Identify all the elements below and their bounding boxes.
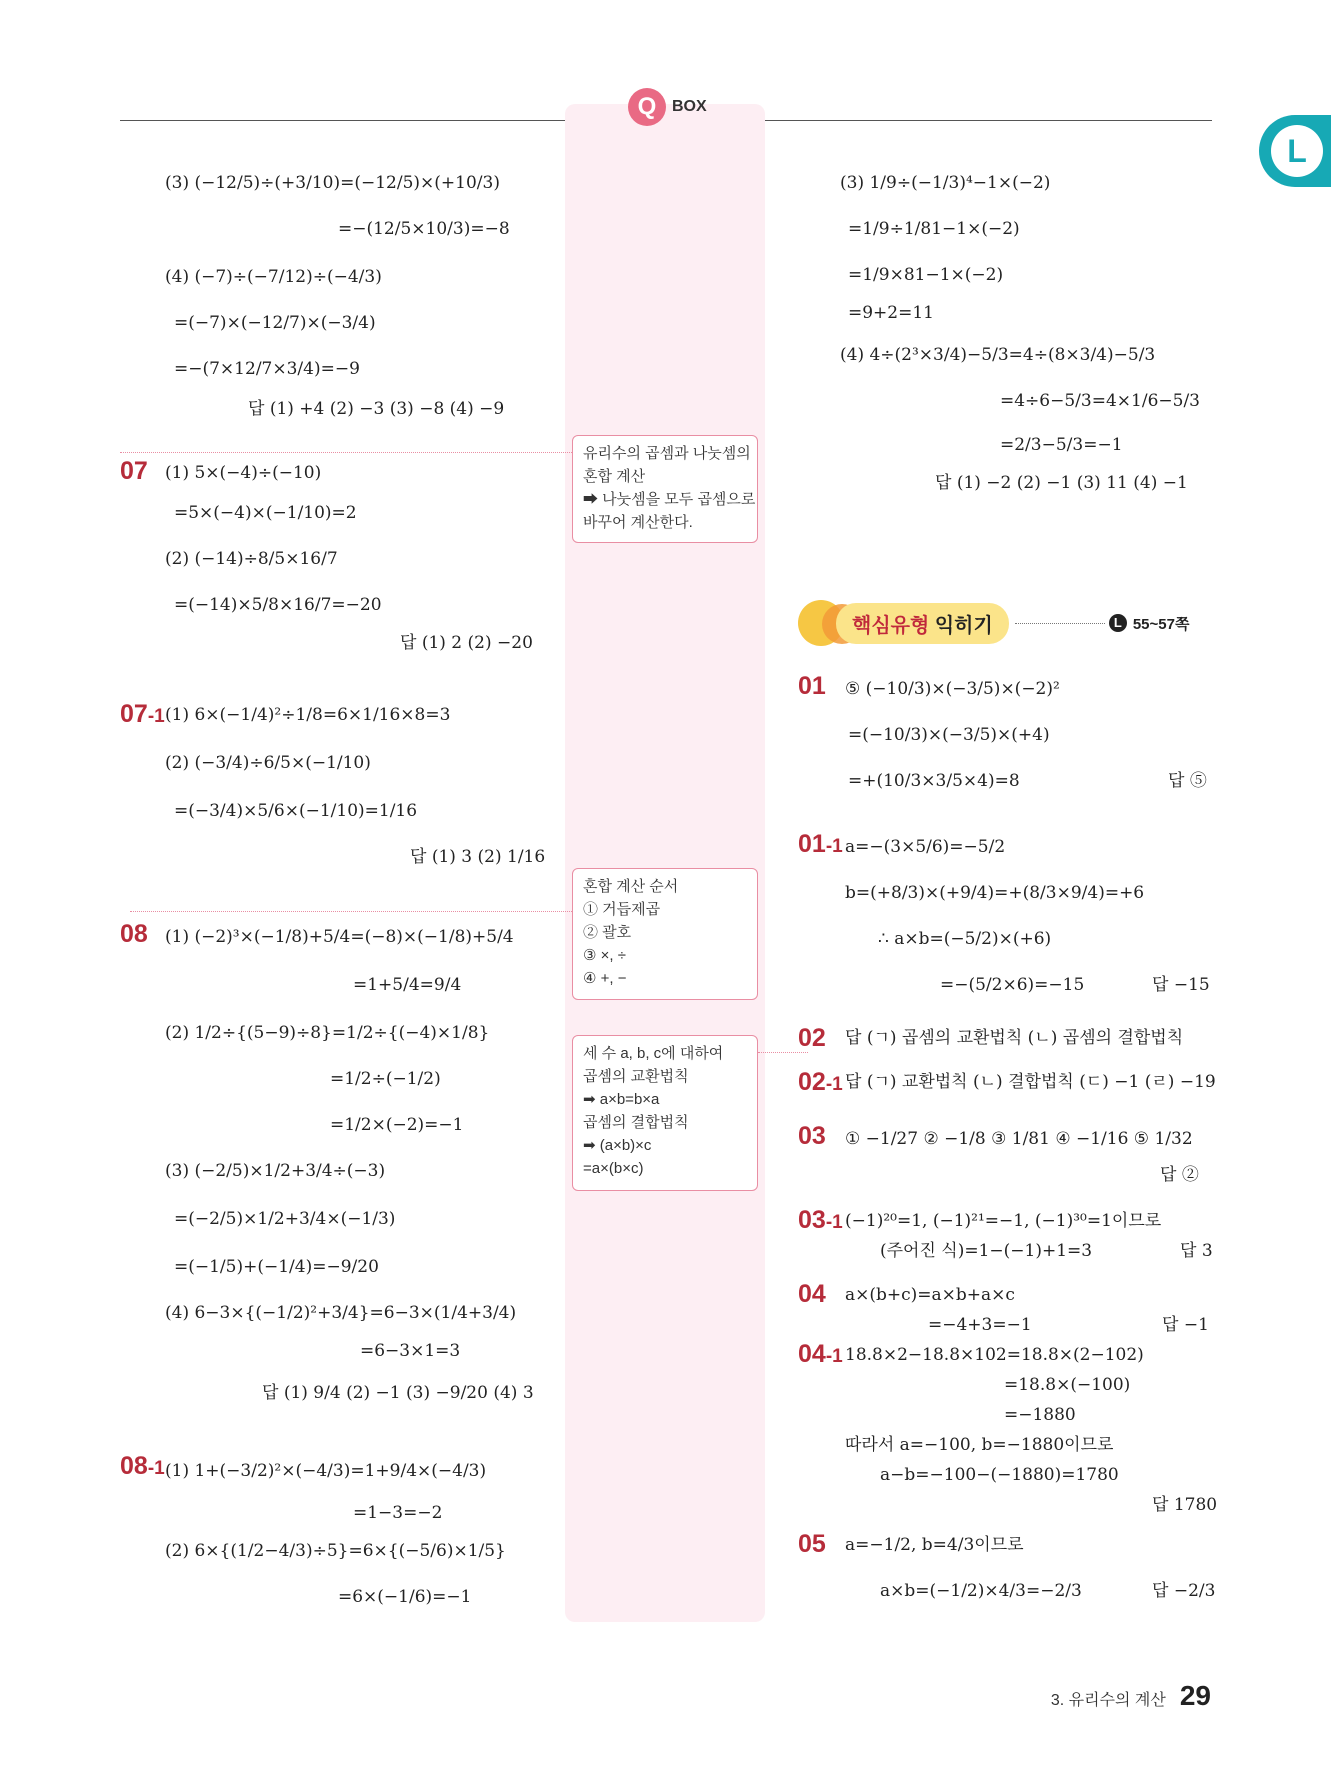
answer-line: 답 3 (1180, 1241, 1213, 1261)
solution-line: (3) (−2/5)×1/2+3/4÷(−3) (165, 1161, 386, 1181)
solution-line: (4) 4÷(2³×3/4)−5/3=4÷(8×3/4)−5/3 (840, 345, 1156, 365)
problem-number: 08-1 (120, 1452, 165, 1480)
solution-line: (4) (−7)÷(−7/12)÷(−4/3) (165, 267, 382, 287)
note-line: ➡ 나눗셈을 모두 곱셈으로 (583, 491, 756, 508)
solution-line: a=−(3×5/6)=−5/2 (845, 837, 1006, 857)
page-number: 29 (1179, 1680, 1211, 1711)
solution-line: b=(+8/3)×(+9/4)=+(8/3×9/4)=+6 (845, 883, 1145, 903)
solution-line: =18.8×(−100) (1004, 1375, 1131, 1395)
answer-line: 답 (ㄱ) 곱셈의 교환법칙 (ㄴ) 곱셈의 결합법칙 (845, 1028, 1184, 1048)
note-line: ➡ (a×b)×c (583, 1137, 652, 1154)
note-line: ② 괄호 (583, 924, 632, 941)
note-line: 혼합 계산 순서 (583, 878, 679, 895)
solution-line: =+(10/3×3/5×4)=8 (848, 771, 1020, 791)
answer-line: 답 (1) 2 (2) −20 (400, 633, 533, 653)
leader-line (130, 911, 572, 912)
solution-line: (주어진 식)=1−(−1)+1=3 (880, 1241, 1093, 1261)
header-rule-left (120, 120, 565, 121)
solution-line: =−1880 (1004, 1405, 1076, 1425)
chapter-title: 3. 유리수의 계산 (1050, 1692, 1166, 1709)
note-line: 세 수 a, b, c에 대하여 (583, 1045, 724, 1062)
note-line: ➡ a×b=b×a (583, 1091, 660, 1108)
solution-line: =6×(−1/6)=−1 (338, 1587, 472, 1607)
solution-line: =−(7×12/7×3/4)=−9 (174, 359, 360, 379)
chapter-l-icon: L (1109, 614, 1127, 632)
answer-line: 답 (1) 9/4 (2) −1 (3) −9/20 (4) 3 (262, 1383, 534, 1403)
solution-line: a×b=(−1/2)×4/3=−2/3 (880, 1581, 1082, 1601)
solution-line: =(−10/3)×(−3/5)×(+4) (848, 725, 1050, 745)
problem-number: 01-1 (798, 830, 843, 858)
solution-line: ① −1/27 ② −1/8 ③ 1/81 ④ −1/16 ⑤ 1/32 (845, 1129, 1193, 1149)
solution-line: =1/9÷1/81−1×(−2) (848, 219, 1020, 239)
answer-line: 답 (ㄱ) 교환법칙 (ㄴ) 결합법칙 (ㄷ) −1 (ㄹ) −19 (845, 1072, 1216, 1092)
solution-line: =1+5/4=9/4 (353, 975, 462, 995)
note-line: ① 거듭제곱 (583, 901, 661, 918)
solution-line: (3) (−12/5)÷(+3/10)=(−12/5)×(+10/3) (165, 173, 500, 193)
note-line: 곱셈의 교환법칙 (583, 1068, 689, 1085)
answer-line: 답 −15 (1152, 975, 1210, 995)
solution-line: =(−7)×(−12/7)×(−3/4) (174, 313, 376, 333)
note-line: ④ +, − (583, 970, 627, 987)
problem-number: 08 (120, 920, 148, 948)
solution-line: =(−1/5)+(−1/4)=−9/20 (174, 1257, 379, 1277)
solution-line: =1/2÷(−1/2) (330, 1069, 441, 1089)
solution-line: =6−3×1=3 (360, 1341, 461, 1361)
note-line: 유리수의 곱셈과 나눗셈의 (583, 445, 751, 462)
answer-line: 답 (1) −2 (2) −1 (3) 11 (4) −1 (935, 473, 1188, 493)
qbox-label: BOX (672, 98, 707, 115)
section-reference (1109, 613, 1190, 634)
qbox-header (628, 88, 707, 126)
solution-line: (1) 6×(−1/4)²÷1/8=6×1/16×8=3 (165, 705, 451, 725)
problem-number: 01 (798, 672, 826, 700)
banner-dotted-line (1015, 623, 1105, 624)
solution-line: =(−2/5)×1/2+3/4×(−1/3) (174, 1209, 396, 1229)
page-footer (1051, 1680, 1211, 1712)
answer-line: 답 ⑤ (1168, 771, 1207, 791)
solution-line: (−1)²⁰=1, (−1)²¹=−1, (−1)³⁰=1이므로 (845, 1211, 1162, 1231)
note-line: =a×(b×c) (583, 1160, 644, 1177)
solution-line: (2) 6×{(1/2−4/3)÷5}=6×{(−5/6)×1/5} (165, 1541, 506, 1561)
chapter-tab-letter: L (1271, 125, 1323, 177)
reference-pages: 55~57쪽 (1132, 615, 1190, 633)
note-line: 바꾸어 계산한다. (583, 514, 693, 531)
problem-number: 07-1 (120, 700, 165, 728)
qbox-column (565, 104, 765, 1622)
header-rule-right (765, 120, 1212, 121)
solution-line: =(−14)×5/8×16/7=−20 (174, 595, 382, 615)
solution-line: (1) 1+(−3/2)²×(−4/3)=1+9/4×(−4/3) (165, 1461, 487, 1481)
qbox-q-icon: Q (628, 88, 666, 126)
problem-number: 05 (798, 1530, 826, 1558)
solution-line: a−b=−100−(−1880)=1780 (880, 1465, 1119, 1485)
solution-line: =−(5/2×6)=−15 (940, 975, 1085, 995)
solution-line: (2) (−14)÷8/5×16/7 (165, 549, 338, 569)
problem-number: 04 (798, 1280, 826, 1308)
solution-line: =9+2=11 (848, 303, 934, 323)
answer-line: 답 (1) +4 (2) −3 (3) −8 (4) −9 (248, 399, 505, 419)
note-line: 곱셈의 결합법칙 (583, 1114, 689, 1131)
solution-line: (2) (−3/4)÷6/5×(−1/10) (165, 753, 371, 773)
section-title: 핵심유형 익히기 (836, 603, 1009, 644)
solution-line: =5×(−4)×(−1/10)=2 (174, 503, 357, 523)
solution-line: =1−3=−2 (353, 1503, 443, 1523)
solution-line: (2) 1/2÷{(5−9)÷8}=1/2÷{(−4)×1/8} (165, 1023, 490, 1043)
chapter-tab (1259, 115, 1331, 187)
solution-line: a×(b+c)=a×b+a×c (845, 1285, 1015, 1305)
solution-line: a=−1/2, b=4/3이므로 (845, 1535, 1024, 1555)
solution-line: 18.8×2−18.8×102=18.8×(2−102) (845, 1345, 1144, 1365)
solution-line: =−(12/5×10/3)=−8 (338, 219, 510, 239)
answer-line: 답 (1) 3 (2) 1/16 (410, 847, 546, 867)
answer-line: 답 −2/3 (1152, 1581, 1216, 1601)
problem-number: 02-1 (798, 1068, 843, 1096)
solution-line: =−4+3=−1 (928, 1315, 1032, 1335)
answer-line: 답 −1 (1162, 1315, 1209, 1335)
problem-number: 04-1 (798, 1340, 843, 1368)
solution-line: ∴ a×b=(−5/2)×(+6) (878, 929, 1052, 949)
solution-line: (1) 5×(−4)÷(−10) (165, 463, 322, 483)
solution-line: ⑤ (−10/3)×(−3/5)×(−2)² (845, 679, 1060, 699)
solution-line: =2/3−5/3=−1 (1000, 435, 1123, 455)
qbox-note-order-of-operations (572, 868, 758, 1000)
note-line: ③ ×, ÷ (583, 947, 626, 964)
qbox-note-mixed-operations (572, 435, 758, 543)
problem-number: 07 (120, 457, 148, 485)
solution-line: (1) (−2)³×(−1/8)+5/4=(−8)×(−1/8)+5/4 (165, 927, 514, 947)
leader-line (120, 452, 572, 453)
answer-line: 답 1780 (1152, 1495, 1218, 1515)
solution-line: =1/9×81−1×(−2) (848, 265, 1004, 285)
solution-line: =1/2×(−2)=−1 (330, 1115, 464, 1135)
solution-line: =(−3/4)×5/6×(−1/10)=1/16 (174, 801, 418, 821)
answer-line: 답 ② (1160, 1165, 1199, 1185)
problem-number: 03-1 (798, 1206, 843, 1234)
problem-number: 03 (798, 1122, 826, 1150)
note-line: 혼합 계산 (583, 468, 646, 485)
qbox-note-multiplication-laws (572, 1035, 758, 1191)
solution-line: (4) 6−3×{(−1/2)²+3/4}=6−3×(1/4+3/4) (165, 1303, 517, 1323)
section-banner (798, 600, 1189, 646)
solution-line: 따라서 a=−100, b=−1880이므로 (845, 1435, 1114, 1455)
solution-line: =4÷6−5/3=4×1/6−5/3 (1000, 391, 1200, 411)
solution-line: (3) 1/9÷(−1/3)⁴−1×(−2) (840, 173, 1051, 193)
problem-number: 02 (798, 1024, 826, 1052)
